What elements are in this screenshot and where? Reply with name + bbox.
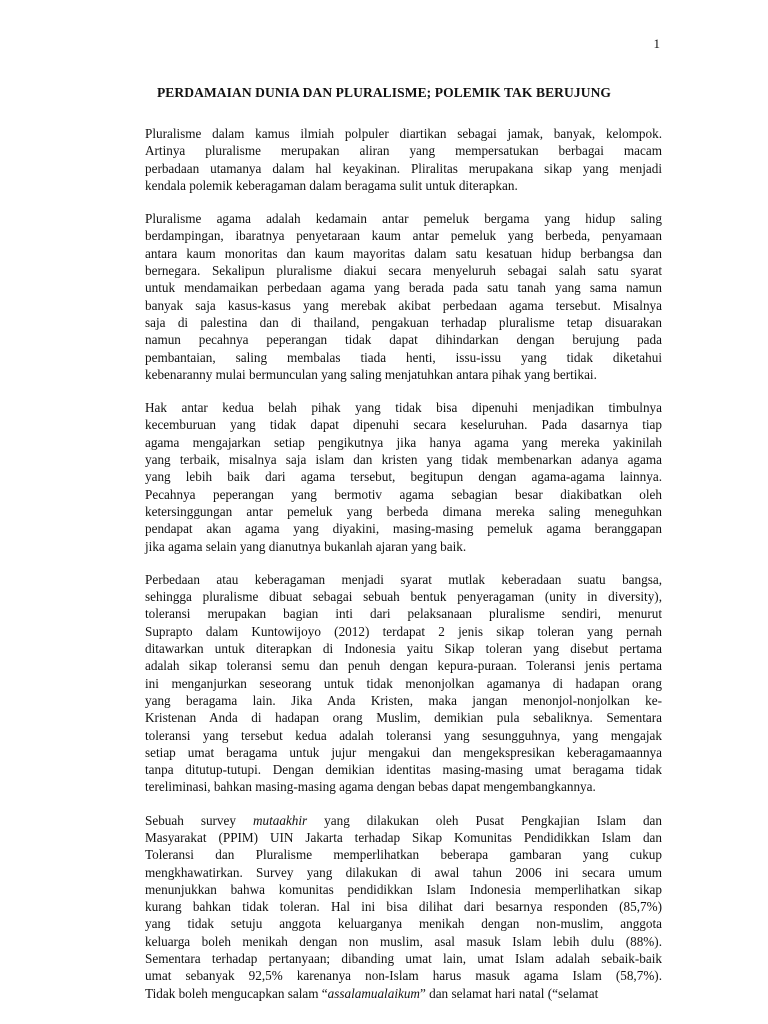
paragraph [145,210,662,383]
paragraph [145,399,662,555]
text-line: setiap umat beragama untuk jujur mengakui dan mengekspresikan keberagamaannya [145,744,662,760]
text-line: berdampingan, ibaratnya penyetaraan kaum antar pemeluk yang berbeda, penyamaan [145,228,662,244]
text-line: adalah sikap toleransi semu dan penuh dengan kepura-puraan. Toleransi jenis pertama [145,658,662,674]
text-line: yang tidak setuju anggota keluarganya menikah dengan non-muslim, anggota [145,916,662,932]
text-line: Artinya pluralisme merupakan aliran yang mempersatukan berbagai macam [145,143,662,159]
text-line: tanpa ditutup-tutupi. Dengan demikian identitas masing-masing umat beragama tidak [145,762,662,778]
paragraph [145,571,662,796]
italic-term: mutaakhir [252,812,308,828]
text-line: kendala polemik keberagaman dalam beragama sulit untuk diterapkan. [145,177,518,193]
text-line: pembantaian, saling membalas tiada henti, issu-issu yang tidak diketahui [145,349,662,365]
text-line: Sebuah survey mutaakhir yang dilakukan oleh Pusat Pengkajian Islam dan [145,812,662,828]
text-line: Pecahnya peperangan yang bermotiv agama sebagian besar diakibatkan oleh [145,486,662,502]
text-line: tereliminasi, bahkan masing-masing agama dengan bebas dapat mengembangkannya. [145,779,596,795]
text-line: Sementara terhadap pertanyaan; dibanding umat lain, umat Islam adalah sebaik-baik [145,951,662,967]
text-line: untuk mendamaikan perbedaan agama yang berada pada satu tanah yang sama namun [145,280,662,296]
text-line: ketersinggungan antar pemeluk yang berbeda dimana mereka saling meneguhkan [145,503,662,519]
text-line: Suprapto dalam Kuntowijoyo (2012) terdapat 2 jenis sikap toleran yang pernah [145,623,662,639]
text-line: yang lebih baik dari agama tersebut, begitupun dengan agama-agama lainnya. [145,469,662,485]
text-line: Toleransi dan Pluralisme memperlihatkan beberapa gambaran yang cukup [145,847,662,863]
text-line: ditawarkan untuk diterapkan di Indonesia yaitu Sikap toleran yang disebut pertama [145,641,662,657]
text-line: Hak antar kedua belah pihak yang tidak bisa dipenuhi menjadikan timbulnya [145,400,662,416]
text-line: Pluralisme dalam kamus ilmiah polpuler diartikan sebagai jamak, banyak, kelompok. [145,126,662,141]
page-number: 1 [653,36,660,51]
text-line: pendapat akan agama yang diyakini, masing-masing pemeluk agama beranggapan [145,521,662,537]
text-line: perbadaan utamanya dalam hal keyakinan. Pliralitas merupakana sikap yang menjadi [145,160,662,176]
text-line: ini menganjurkan seseorang untuk tidak menonjolkan agamanya di hadapan orang [145,675,662,691]
text-line: Perbedaan atau keberagaman menjadi syarat mutlak keberadaan suatu bangsa, [145,571,662,587]
paragraph [145,812,662,1002]
text-line: antara kaum monoritas dan kaum mayoritas dalam satu kesatuan hidup berbangsa dan [145,245,662,261]
text-line: umat sebanyak 92,5% karenanya non-Islam harus masuk agama Islam (58,7%). [145,968,662,984]
text-line: kurang bahkan tidak toleran. Hal ini bisa dilihat dari besarnya responden (85,7%) [145,899,662,915]
text-line: menunjukkan bahwa komunitas pendidikkan Islam Indonesia memperlihatkan sikap [145,881,662,897]
text-line: toleransi yang tersebut kedua adalah toleransi yang sesungguhnya, yang mengajak [145,727,662,743]
text-line: Pluralisme agama adalah kedamain antar pemeluk bergama yang hidup saling [145,211,662,227]
italic-term: assalamualaikum [327,985,420,1001]
text-line: bernegara. Sekalipun pluralisme diakui secara menyeluruh sebagai salah satu syarat [145,263,662,279]
text-line: mengkhawatirkan. Survey yang dilakukan di awal tahun 2006 ini secara umum [145,864,662,880]
text-line: Kristenan Anda di hadapan orang Muslim, demikian pula sebaliknya. Sementara [145,710,662,726]
text-line: Masyarakat (PPIM) UIN Jakarta terhadap Sikap Komunitas Pendidikkan Islam dan [145,829,662,845]
text-line: yang beragama lain. Jika Anda Kristen, maka jangan menonjol-nonjolkan ke- [145,692,662,708]
text-line: namun pecahnya peperangan tidak dapat dihindarkan dengan berujung pada [145,332,662,348]
document-title: PERDAMAIAN DUNIA DAN PLURALISME; POLEMIK TAK BERUJUNG [156,85,612,100]
paragraph [145,125,662,194]
document-body [145,125,662,1018]
text-line: kebenaranny mulai bermunculan yang saling menjatuhkan antara pihak yang bertikai. [145,366,597,382]
text-line: saja di palestina dan di thailand, pengakuan terhadap pluralisme tetap disuarakan [145,314,662,330]
text-line: yang terbaik, misalnya saja islam dan kristen yang tidak membenarkan adanya agama [145,452,662,468]
text-line: banyak saja kasus-kasus yang merebak akibat perbedaan agama tersebut. Misalnya [145,297,662,313]
text-line: sehingga pluralisme dibuat sebagai sebuah bentuk penyeragaman (unity in diversity), [145,589,662,605]
text-line: kecemburuan yang tidak dapat dipenuhi secara keseluruhan. Pada dasarnya tiap [145,417,662,433]
text-line: agama mengajarkan setiap pengikutnya jika hanya agama yang mereka yakinilah [145,434,662,450]
text-line: Tidak boleh mengucapkan salam “assalamualaikum” dan selamat hari natal (“selamat [145,985,599,1001]
text-line: keluarga boleh menikah dengan non muslim, asal masuk Islam lebih dulu (88%). [145,933,662,949]
text-line: toleransi merupakan bagian inti dari pelaksanaan pluralisme sendiri, menurut [145,606,662,622]
text-line: jika agama selain yang dianutnya bukanlah ajaran yang baik. [145,538,467,554]
